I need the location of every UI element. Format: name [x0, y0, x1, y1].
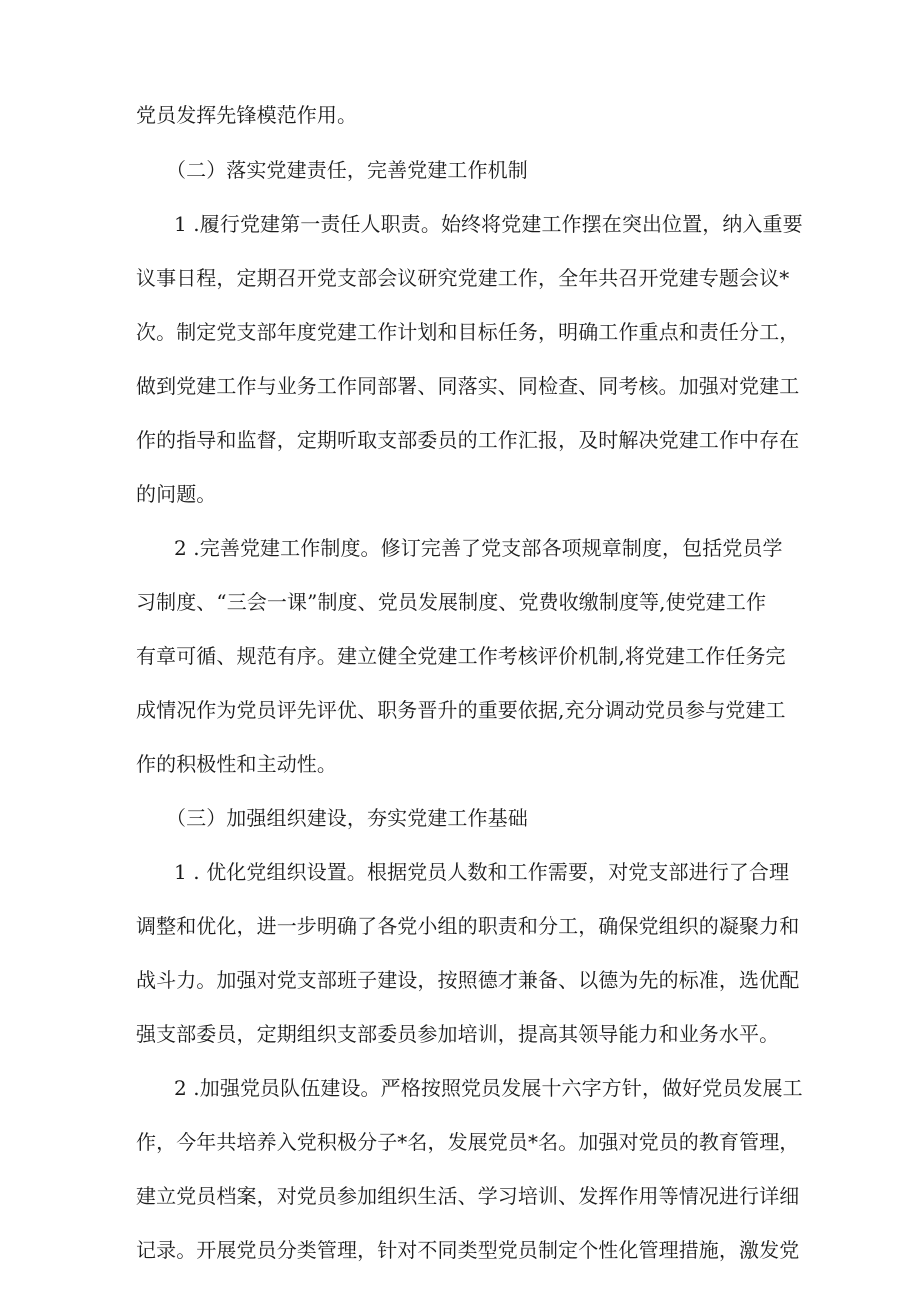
text-line-12: 成情况作为党员评先评优、职务晋升的重要依据,充分调动党员参与党建工	[136, 698, 786, 722]
text-line-3: 1 .履行党建第一责任人职责。始终将党建工作摆在突出位置，纳入重要	[174, 212, 803, 236]
text-line-4: 议事日程，定期召开党支部会议研究党建工作，全年共召开党建专题会议*	[136, 266, 790, 290]
text-line-22: 记录。开展党员分类管理，针对不同类型党员制定个性化管理措施，激发党	[136, 1238, 800, 1262]
text-line-18: 强支部委员，定期组织支部委员参加培训，提高其领导能力和业务水平。	[136, 1022, 780, 1046]
text-line-13: 作的积极性和主动性。	[136, 752, 337, 776]
text-line-6: 做到党建工作与业务工作同部署、同落实、同检查、同考核。加强对党建工	[136, 374, 800, 398]
text-line-17: 战斗力。加强对党支部班子建设，按照德才兼备、以德为先的标准，选优配	[136, 968, 800, 992]
text-line-5: 次。制定党支部年度党建工作计划和目标任务，明确工作重点和责任分工，	[136, 320, 800, 344]
text-line-9: 2 .完善党建工作制度。修订完善了党支部各项规章制度，包括党员学	[174, 536, 783, 560]
text-line-16: 调整和优化，进一步明确了各党小组的职责和分工，确保党组织的凝聚力和	[136, 914, 800, 938]
text-line-1: 党员发挥先锋模范作用。	[136, 103, 358, 127]
text-line-20: 作，今年共培养入党积极分子*名，发展党员*名。加强对党员的教育管理，	[136, 1130, 800, 1154]
text-line-7: 作的指导和监督，定期听取支部委员的工作汇报，及时解决党建工作中存在	[136, 428, 800, 452]
text-line-8: 的问题。	[136, 482, 217, 506]
text-line-21: 建立党员档案，对党员参加组织生活、学习培训、发挥作用等情况进行详细	[136, 1184, 800, 1208]
text-line-15: 1 . 优化党组织设置。根据党员人数和工作需要，对党支部进行了合理	[174, 860, 790, 884]
text-line-19: 2 .加强党员队伍建设。严格按照党员发展十六字方针，做好党员发展工	[174, 1076, 803, 1100]
text-line-11: 有章可循、规范有序。建立健全党建工作考核评价机制,将党建工作任务完	[136, 644, 786, 668]
section-heading-3: （三）加强组织建设，夯实党建工作基础	[166, 806, 528, 830]
section-heading-2: （二）落实党建责任，完善党建工作机制	[166, 158, 528, 182]
text-line-10: 习制度、“三会一课”制度、党员发展制度、党费收缴制度等,使党建工作	[136, 590, 767, 614]
